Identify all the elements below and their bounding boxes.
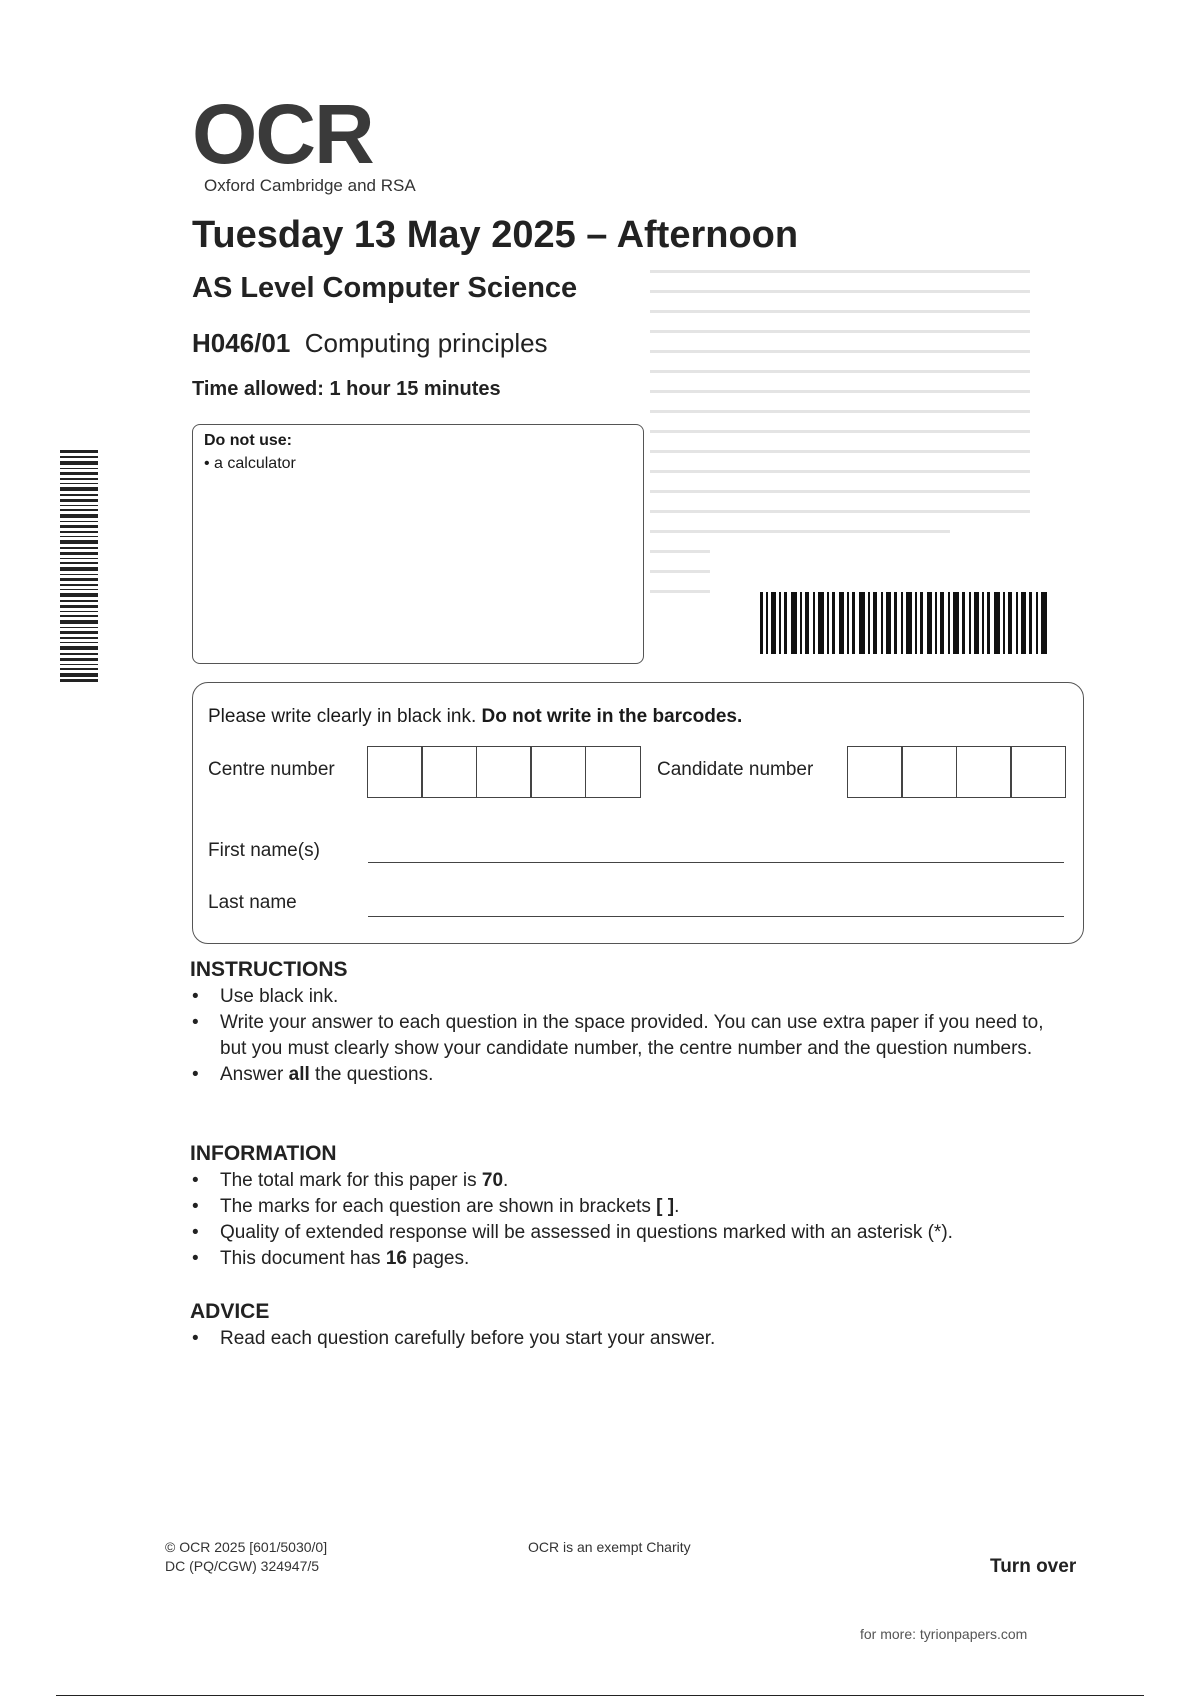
bottom-divider <box>56 1695 1144 1696</box>
centre-digit-box[interactable] <box>421 746 477 798</box>
side-barcode <box>60 450 98 682</box>
list-item: • Write your answer to each question in the space provided. You can use extra paper if you need to, but you must clearly show your candidate number, the centre number and the question numbers. <box>192 1010 1072 1062</box>
information-title: INFORMATION <box>190 1142 337 1165</box>
copyright-line: © OCR 2025 [601/5030/0] <box>165 1539 328 1555</box>
list-item: • This document has 16 pages. <box>192 1246 1072 1272</box>
source-note: for more: tyrionpapers.com <box>860 1626 1028 1642</box>
first-name-field[interactable] <box>368 862 1064 863</box>
candidate-digit-box[interactable] <box>1010 746 1066 798</box>
last-name-label: Last name <box>208 892 297 913</box>
candidate-intro <box>208 706 742 728</box>
first-name-label: First name(s) <box>208 840 320 861</box>
time-allowed: Time allowed: 1 hour 15 minutes <box>192 378 501 400</box>
list-item: • Answer all the questions. <box>192 1062 1072 1088</box>
advice-title: ADVICE <box>190 1300 270 1323</box>
do-not-use-item: • a calculator <box>204 455 296 472</box>
centre-digit-box[interactable] <box>585 746 641 798</box>
candidate-number-field[interactable] <box>848 746 1066 798</box>
candidate-intro-text: Please write clearly in black ink. <box>208 706 482 727</box>
centre-digit-box[interactable] <box>530 746 586 798</box>
document-code-line: DC (PQ/CGW) 324947/5 <box>165 1558 320 1574</box>
paper-code-line <box>192 328 548 359</box>
footer-copyright <box>165 1538 327 1576</box>
advice-list <box>192 1326 1072 1352</box>
last-name-field[interactable] <box>368 916 1064 917</box>
centre-number-field[interactable] <box>368 746 641 798</box>
do-not-use-title: Do not use: <box>204 432 292 449</box>
list-item: • The marks for each question are shown in brackets [ ]. <box>192 1194 1072 1220</box>
centre-digit-box[interactable] <box>367 746 423 798</box>
candidate-digit-box[interactable] <box>901 746 957 798</box>
exam-subject: AS Level Computer Science <box>192 272 578 304</box>
ocr-logo-subtitle: Oxford Cambridge and RSA <box>204 176 416 195</box>
candidate-digit-box[interactable] <box>847 746 903 798</box>
instructions-title: INSTRUCTIONS <box>190 958 348 981</box>
exam-date: Tuesday 13 May 2025 – Afternoon <box>192 214 799 256</box>
list-item: • The total mark for this paper is 70. <box>192 1168 1072 1194</box>
footer-charity: OCR is an exempt Charity <box>528 1539 691 1555</box>
candidate-intro-warning: Do not write in the barcodes. <box>481 706 743 727</box>
candidate-digit-box[interactable] <box>956 746 1012 798</box>
instructions-list <box>192 984 1072 1088</box>
main-barcode <box>760 592 1050 654</box>
centre-digit-box[interactable] <box>476 746 532 798</box>
candidate-number-label: Candidate number <box>657 759 814 780</box>
ocr-logo: OCR <box>192 87 373 181</box>
paper-code: H046/01 <box>192 328 291 358</box>
list-item: • Read each question carefully before you start your answer. <box>192 1326 1072 1352</box>
list-item: • Quality of extended response will be assessed in questions marked with an asterisk (*). <box>192 1220 1072 1246</box>
paper-title: Computing principles <box>304 328 548 358</box>
information-list <box>192 1168 1072 1272</box>
watermark-pattern <box>640 250 1040 650</box>
list-item: • Use black ink. <box>192 984 1072 1010</box>
centre-number-label: Centre number <box>208 759 335 780</box>
turn-over-label: Turn over <box>990 1556 1077 1577</box>
